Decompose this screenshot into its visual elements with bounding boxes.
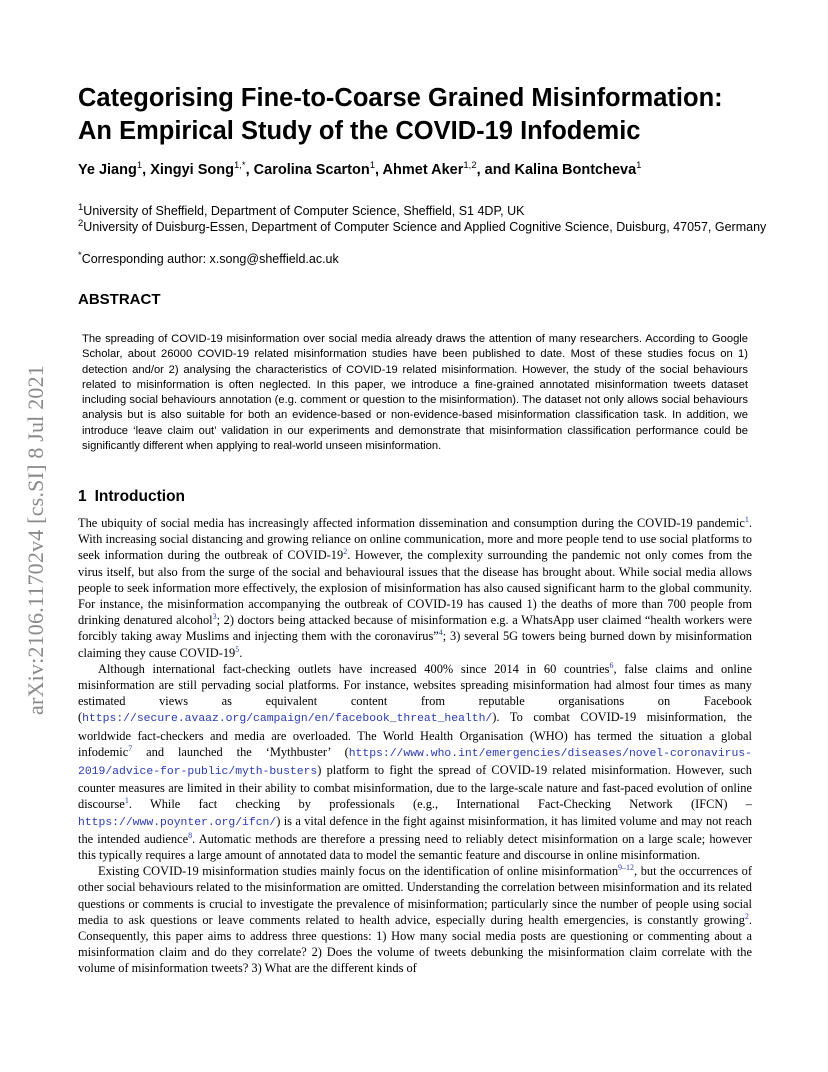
abstract-body: The spreading of COVID-19 misinformation over social media already draws the attention of many researchers. According to Google Scholar, about 26000 COVID-19 related misinformation studies have been published to date. Most of these studies focus on 1) detection and/or 2) analysing the characteristics of COVID-19 related misinformation. However, the study of the social behaviours related to misinformation is often neglected. In this paper, we introduce a fine-grained annotated misinformation tweets dataset including social behaviours annotation (e.g. comment or question to the misinformation). The dataset not only allows social behaviours analysis but is also suitable for both an evidence-based or non-evidence-based misinformation classification task. In addition, we introduce ‘leave claim out’ validation in our experiments and demonstrate that misinformation classification performance could be significantly different when applying to real-world unseen misinformation. [82, 333, 748, 453]
citation-link[interactable]: 6 [609, 660, 614, 670]
citation-link[interactable]: 5 [235, 644, 240, 654]
body-text: . While fact checking by professionals (e.g., International Fact-Checking Network (IFCN) – [128, 797, 752, 812]
url-link[interactable]: https://secure.avaaz.org/campaign/en/facebook_threat_health/ [82, 713, 493, 726]
author-affiliation-marker: 1 [636, 160, 642, 171]
body-text: , but the occurrences of other social behaviours related to the misinformation are omitted. Understanding the correlation between misinformation and its related questions or comments is crucial to investigate the prevalence of misinformation; particularly since the number of people using social media to ask questions or leave comments related to health advice, especially during health emergencies, is constantly growing [78, 864, 752, 927]
author-name: Ahmet Aker [382, 161, 464, 178]
abstract-heading: ABSTRACT [78, 291, 161, 308]
author-name: Kalina Bontcheva [514, 161, 637, 178]
author-affiliation-marker: 1,2 [463, 160, 477, 171]
body-text: The ubiquity of social media has increasingly affected information dissemination and consumption during the COVID-19 pandemic [78, 516, 745, 530]
body-paragraph [78, 863, 752, 976]
title-line-2: An Empirical Study of the COVID-19 Infodemic [78, 117, 641, 145]
author-separator: , [245, 161, 254, 178]
citation-link[interactable]: 9–12 [618, 863, 635, 873]
body-text: Existing COVID-19 misinformation studies mainly focus on the identification of online misinformation [98, 864, 619, 879]
author-separator: , and [476, 161, 515, 178]
body-text: . [239, 645, 243, 660]
body-text: . Automatic methods are therefore a pressing need to reliably detect misinformation on a large scale; however this typically requires a large amount of annotated data to model the semantic feature and discourse in online misinformation. [78, 831, 753, 863]
affiliation-text: University of Sheffield, Department of Computer Science, Sheffield, S1 4DP, UK [83, 204, 525, 219]
body-text: ) is a vital defence in the fight against misinformation, it has limited volume and may not reach the intended audience [78, 813, 752, 846]
citation-link[interactable]: 1 [744, 514, 749, 524]
body-text: , false claims and online misinformation are still pervading social platforms. For instance, websites spreading misinformation had almost four times as many estimated views as equivalent content from reputable organisations on Facebook ( [78, 661, 752, 725]
arxiv-identifier-stamp [16, 320, 56, 760]
author-name: Ye Jiang [78, 161, 137, 178]
url-link[interactable]: https://www.who.int/emergencies/diseases/novel-coronavirus-2019/advice-for-public/myth-busters [78, 747, 752, 779]
author-affiliation-marker: 1 [136, 160, 143, 171]
citation-link[interactable]: 2 [744, 911, 749, 921]
affiliation-text: University of Duisburg-Essen, Department of Computer Science and Applied Cognitive Science, Duisburg, 47057, Germany [83, 220, 767, 235]
body-text: ; 3) several 5G towers being burned down by misinformation claiming they cause COVID-19 [78, 629, 752, 660]
author-separator: , [142, 161, 151, 178]
section-title: Introduction [94, 488, 186, 505]
corresponding-marker: * [78, 250, 82, 261]
body-text: . However, the complexity surrounding the pandemic not only comes from the virus itself, but also from the surge of the social and behavioural issues that the disease has brought about. While social media allows people to seek information more effectively, the explosion of misinformation has also caused significant harm to the global community. For instance, the misinformation accompanying the outbreak of COVID-19 has caused 1) the deaths of more than 700 people from drinking denatured alcohol [78, 548, 752, 628]
body-text: and launched the ‘Mythbuster’ ( [132, 744, 349, 759]
corresponding-author-note [78, 248, 768, 267]
author-name: Xingyi Song [150, 161, 234, 178]
citation-link[interactable]: 7 [128, 743, 133, 753]
arxiv-identifier-text: arXiv:2106.11702v4 [cs.SI] 8 Jul 2021 [23, 364, 48, 716]
paper-title [78, 82, 778, 148]
body-text: ). To combat COVID-19 misinformation, the worldwide fact-checkers and media are overloaded. The World Health Organisation (WHO) has termed the situation a global infodemic [78, 710, 752, 759]
citation-link[interactable]: 8 [188, 830, 193, 840]
body-paragraph [78, 661, 752, 863]
citation-link[interactable]: 4 [438, 628, 443, 638]
body-text: . With increasing social distancing and growing reliance on online communication, more and more people tend to use social platforms to seek information during the outbreak of COVID-19 [78, 516, 752, 563]
author-affiliation-marker: 1 [369, 160, 375, 171]
corresponding-text: Corresponding author: x.song@sheffield.ac.uk [81, 252, 339, 267]
body-text: ; 2) doctors being attacked because of misinformation e.g. a WhatsApp user claimed “health workers were forcibly taking away Muslims and injecting them with the coronavirus” [78, 613, 752, 644]
author-list [78, 160, 778, 178]
author-name: Carolina Scarton [253, 161, 370, 178]
introduction-body [78, 515, 752, 977]
citation-link[interactable]: 1 [124, 796, 129, 806]
affiliation-marker: 1 [78, 202, 84, 213]
url-link[interactable]: https://www.poynter.org/ifcn/ [78, 816, 277, 829]
affiliation-2 [78, 216, 768, 235]
citation-link[interactable]: 3 [212, 612, 217, 622]
section-heading-introduction [78, 488, 185, 506]
body-text: . Consequently, this paper aims to address three questions: 1) How many social media posts are questioning or commenting about a misinformation claim and do they correlate? 2) Does the volume of tweets debunking the misinformation claim correlate with the volume of misinformation tweets? 3) What are the different kinds of [78, 912, 752, 976]
body-paragraph [78, 515, 752, 661]
title-line-1: Categorising Fine-to-Coarse Grained Misinformation: [78, 84, 723, 112]
body-text: Although international fact-checking outlets have increased 400% since 2014 in 60 countries [98, 661, 610, 676]
author-separator: , [375, 161, 383, 178]
author-affiliation-marker: 1,* [233, 160, 246, 171]
section-number: 1 [78, 488, 87, 505]
citation-link[interactable]: 2 [343, 547, 348, 557]
body-text: ) platform to fight the spread of COVID-19 related misinformation. However, such counter measures are limited in their ability to combat misinformation, due to the large-scale nature and fast-paced evolution of online discourse [78, 763, 752, 812]
affiliation-marker: 2 [78, 218, 84, 229]
